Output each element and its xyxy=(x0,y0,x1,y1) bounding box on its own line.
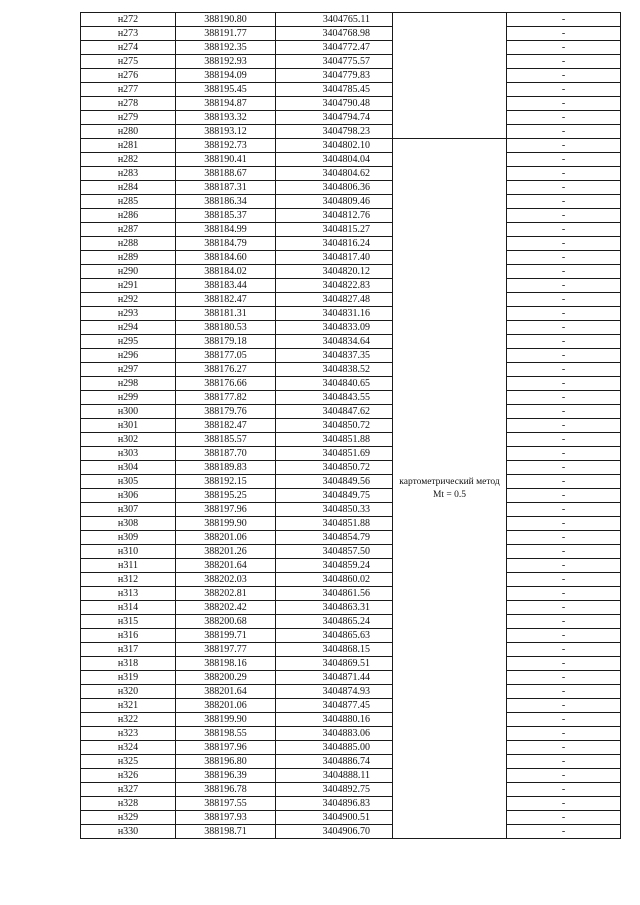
table-row xyxy=(81,643,621,657)
dash-cell: - xyxy=(507,125,621,139)
x-coordinate-cell: 388197.96 xyxy=(176,741,276,755)
point-name-cell: н285 xyxy=(81,195,176,209)
dash-cell: - xyxy=(507,265,621,279)
x-coordinate-cell: 388201.64 xyxy=(176,559,276,573)
point-name-cell: н319 xyxy=(81,671,176,685)
x-coordinate-cell: 388177.82 xyxy=(176,391,276,405)
point-name-cell: н325 xyxy=(81,755,176,769)
dash-cell: - xyxy=(507,69,621,83)
point-name-cell: н295 xyxy=(81,335,176,349)
point-name-cell: н304 xyxy=(81,461,176,475)
dash-cell: - xyxy=(507,755,621,769)
point-name-cell: н328 xyxy=(81,797,176,811)
x-coordinate-cell: 388202.81 xyxy=(176,587,276,601)
y-coordinate-cell: 3404798.23 xyxy=(276,125,393,139)
y-coordinate-cell: 3404857.50 xyxy=(276,545,393,559)
y-coordinate-cell: 3404820.12 xyxy=(276,265,393,279)
x-coordinate-cell: 388180.53 xyxy=(176,321,276,335)
x-coordinate-cell: 388195.25 xyxy=(176,489,276,503)
table-row xyxy=(81,713,621,727)
table-row xyxy=(81,699,621,713)
point-name-cell: н289 xyxy=(81,251,176,265)
point-name-cell: н313 xyxy=(81,587,176,601)
y-coordinate-cell: 3404865.63 xyxy=(276,629,393,643)
point-name-cell: н303 xyxy=(81,447,176,461)
table-row xyxy=(81,447,621,461)
y-coordinate-cell: 3404871.44 xyxy=(276,671,393,685)
dash-cell: - xyxy=(507,97,621,111)
point-name-cell: н294 xyxy=(81,321,176,335)
y-coordinate-cell: 3404772.47 xyxy=(276,41,393,55)
x-coordinate-cell: 388176.66 xyxy=(176,377,276,391)
table-row xyxy=(81,755,621,769)
table-row xyxy=(81,671,621,685)
x-coordinate-cell: 388184.79 xyxy=(176,237,276,251)
y-coordinate-cell: 3404850.33 xyxy=(276,503,393,517)
table-row xyxy=(81,615,621,629)
point-name-cell: н300 xyxy=(81,405,176,419)
point-name-cell: н286 xyxy=(81,209,176,223)
x-coordinate-cell: 388198.16 xyxy=(176,657,276,671)
y-coordinate-cell: 3404860.02 xyxy=(276,573,393,587)
dash-cell: - xyxy=(507,223,621,237)
y-coordinate-cell: 3404827.48 xyxy=(276,293,393,307)
y-coordinate-cell: 3404851.88 xyxy=(276,517,393,531)
point-name-cell: н273 xyxy=(81,27,176,41)
dash-cell: - xyxy=(507,531,621,545)
x-coordinate-cell: 388190.41 xyxy=(176,153,276,167)
x-coordinate-cell: 388199.90 xyxy=(176,713,276,727)
point-name-cell: н330 xyxy=(81,825,176,839)
x-coordinate-cell: 388198.71 xyxy=(176,825,276,839)
table-row xyxy=(81,475,621,489)
table-row xyxy=(81,307,621,321)
y-coordinate-cell: 3404851.69 xyxy=(276,447,393,461)
table-row xyxy=(81,783,621,797)
dash-cell: - xyxy=(507,391,621,405)
point-name-cell: н298 xyxy=(81,377,176,391)
dash-cell: - xyxy=(507,615,621,629)
x-coordinate-cell: 388196.80 xyxy=(176,755,276,769)
x-coordinate-cell: 388188.67 xyxy=(176,167,276,181)
table-row xyxy=(81,797,621,811)
y-coordinate-cell: 3404815.27 xyxy=(276,223,393,237)
dash-cell: - xyxy=(507,181,621,195)
point-name-cell: н310 xyxy=(81,545,176,559)
table-row xyxy=(81,363,621,377)
method-cell: картометрический метод Mt = 0.5 xyxy=(393,139,507,839)
x-coordinate-cell: 388191.77 xyxy=(176,27,276,41)
table-row xyxy=(81,153,621,167)
y-coordinate-cell: 3404833.09 xyxy=(276,321,393,335)
x-coordinate-cell: 388202.03 xyxy=(176,573,276,587)
dash-cell: - xyxy=(507,363,621,377)
dash-cell: - xyxy=(507,167,621,181)
dash-cell: - xyxy=(507,293,621,307)
y-coordinate-cell: 3404885.00 xyxy=(276,741,393,755)
x-coordinate-cell: 388185.57 xyxy=(176,433,276,447)
table-row xyxy=(81,41,621,55)
point-name-cell: н321 xyxy=(81,699,176,713)
table-row xyxy=(81,559,621,573)
dash-cell: - xyxy=(507,349,621,363)
y-coordinate-cell: 3404812.76 xyxy=(276,209,393,223)
table-row xyxy=(81,811,621,825)
point-name-cell: н281 xyxy=(81,139,176,153)
point-name-cell: н301 xyxy=(81,419,176,433)
y-coordinate-cell: 3404790.48 xyxy=(276,97,393,111)
point-name-cell: н305 xyxy=(81,475,176,489)
point-name-cell: н276 xyxy=(81,69,176,83)
point-name-cell: н306 xyxy=(81,489,176,503)
x-coordinate-cell: 388184.02 xyxy=(176,265,276,279)
x-coordinate-cell: 388193.32 xyxy=(176,111,276,125)
point-name-cell: н312 xyxy=(81,573,176,587)
y-coordinate-cell: 3404850.72 xyxy=(276,461,393,475)
x-coordinate-cell: 388192.15 xyxy=(176,475,276,489)
x-coordinate-cell: 388179.76 xyxy=(176,405,276,419)
x-coordinate-cell: 388201.06 xyxy=(176,699,276,713)
dash-cell: - xyxy=(507,489,621,503)
x-coordinate-cell: 388201.64 xyxy=(176,685,276,699)
dash-cell: - xyxy=(507,209,621,223)
dash-cell: - xyxy=(507,657,621,671)
y-coordinate-cell: 3404886.74 xyxy=(276,755,393,769)
x-coordinate-cell: 388186.34 xyxy=(176,195,276,209)
dash-cell: - xyxy=(507,643,621,657)
x-coordinate-cell: 388197.93 xyxy=(176,811,276,825)
x-coordinate-cell: 388199.90 xyxy=(176,517,276,531)
dash-cell: - xyxy=(507,55,621,69)
point-name-cell: н302 xyxy=(81,433,176,447)
table-row xyxy=(81,769,621,783)
table-row xyxy=(81,531,621,545)
y-coordinate-cell: 3404785.45 xyxy=(276,83,393,97)
point-name-cell: н280 xyxy=(81,125,176,139)
y-coordinate-cell: 3404849.75 xyxy=(276,489,393,503)
dash-cell: - xyxy=(507,825,621,839)
dash-cell: - xyxy=(507,671,621,685)
y-coordinate-cell: 3404892.75 xyxy=(276,783,393,797)
dash-cell: - xyxy=(507,811,621,825)
x-coordinate-cell: 388197.77 xyxy=(176,643,276,657)
y-coordinate-cell: 3404802.10 xyxy=(276,139,393,153)
x-coordinate-cell: 388192.93 xyxy=(176,55,276,69)
point-name-cell: н307 xyxy=(81,503,176,517)
y-coordinate-cell: 3404817.40 xyxy=(276,251,393,265)
dash-cell: - xyxy=(507,475,621,489)
y-coordinate-cell: 3404838.52 xyxy=(276,363,393,377)
y-coordinate-cell: 3404831.16 xyxy=(276,307,393,321)
dash-cell: - xyxy=(507,251,621,265)
point-name-cell: н309 xyxy=(81,531,176,545)
x-coordinate-cell: 388182.47 xyxy=(176,293,276,307)
point-name-cell: н275 xyxy=(81,55,176,69)
table-row xyxy=(81,293,621,307)
x-coordinate-cell: 388181.31 xyxy=(176,307,276,321)
point-name-cell: н299 xyxy=(81,391,176,405)
dash-cell: - xyxy=(507,447,621,461)
x-coordinate-cell: 388193.12 xyxy=(176,125,276,139)
table-row xyxy=(81,489,621,503)
y-coordinate-cell: 3404765.11 xyxy=(276,13,393,27)
table-row xyxy=(81,69,621,83)
table-row xyxy=(81,545,621,559)
point-name-cell: н291 xyxy=(81,279,176,293)
y-coordinate-cell: 3404779.83 xyxy=(276,69,393,83)
dash-cell: - xyxy=(507,601,621,615)
point-name-cell: н317 xyxy=(81,643,176,657)
point-name-cell: н283 xyxy=(81,167,176,181)
table-row xyxy=(81,685,621,699)
y-coordinate-cell: 3404809.46 xyxy=(276,195,393,209)
x-coordinate-cell: 388192.73 xyxy=(176,139,276,153)
table-row xyxy=(81,657,621,671)
dash-cell: - xyxy=(507,405,621,419)
table-row xyxy=(81,391,621,405)
dash-cell: - xyxy=(507,629,621,643)
point-name-cell: н287 xyxy=(81,223,176,237)
dash-cell: - xyxy=(507,83,621,97)
table-row xyxy=(81,167,621,181)
dash-cell: - xyxy=(507,111,621,125)
dash-cell: - xyxy=(507,195,621,209)
x-coordinate-cell: 388197.55 xyxy=(176,797,276,811)
dash-cell: - xyxy=(507,419,621,433)
x-coordinate-cell: 388177.05 xyxy=(176,349,276,363)
point-name-cell: н322 xyxy=(81,713,176,727)
dash-cell: - xyxy=(507,769,621,783)
dash-cell: - xyxy=(507,335,621,349)
y-coordinate-cell: 3404804.62 xyxy=(276,167,393,181)
x-coordinate-cell: 388196.78 xyxy=(176,783,276,797)
x-coordinate-cell: 388187.70 xyxy=(176,447,276,461)
y-coordinate-cell: 3404896.83 xyxy=(276,797,393,811)
x-coordinate-cell: 388176.27 xyxy=(176,363,276,377)
dash-cell: - xyxy=(507,139,621,153)
x-coordinate-cell: 388196.39 xyxy=(176,769,276,783)
dash-cell: - xyxy=(507,559,621,573)
dash-cell: - xyxy=(507,713,621,727)
point-name-cell: н320 xyxy=(81,685,176,699)
dash-cell: - xyxy=(507,237,621,251)
dash-cell: - xyxy=(507,517,621,531)
x-coordinate-cell: 388182.47 xyxy=(176,419,276,433)
x-coordinate-cell: 388194.87 xyxy=(176,97,276,111)
table-row xyxy=(81,195,621,209)
table-row xyxy=(81,517,621,531)
x-coordinate-cell: 388202.42 xyxy=(176,601,276,615)
y-coordinate-cell: 3404794.74 xyxy=(276,111,393,125)
y-coordinate-cell: 3404804.04 xyxy=(276,153,393,167)
dash-cell: - xyxy=(507,545,621,559)
table-row xyxy=(81,181,621,195)
y-coordinate-cell: 3404768.98 xyxy=(276,27,393,41)
x-coordinate-cell: 388183.44 xyxy=(176,279,276,293)
x-coordinate-cell: 388187.31 xyxy=(176,181,276,195)
y-coordinate-cell: 3404840.65 xyxy=(276,377,393,391)
point-name-cell: н308 xyxy=(81,517,176,531)
table-row xyxy=(81,125,621,139)
table-row xyxy=(81,433,621,447)
y-coordinate-cell: 3404822.83 xyxy=(276,279,393,293)
table-row xyxy=(81,335,621,349)
table-row xyxy=(81,111,621,125)
table-row xyxy=(81,503,621,517)
point-name-cell: н293 xyxy=(81,307,176,321)
point-name-cell: н272 xyxy=(81,13,176,27)
point-name-cell: н326 xyxy=(81,769,176,783)
point-name-cell: н311 xyxy=(81,559,176,573)
y-coordinate-cell: 3404851.88 xyxy=(276,433,393,447)
table-row xyxy=(81,321,621,335)
coordinates-table-body xyxy=(81,13,621,839)
dash-cell: - xyxy=(507,433,621,447)
point-name-cell: н318 xyxy=(81,657,176,671)
dash-cell: - xyxy=(507,741,621,755)
y-coordinate-cell: 3404854.79 xyxy=(276,531,393,545)
table-row xyxy=(81,265,621,279)
table-row xyxy=(81,223,621,237)
y-coordinate-cell: 3404863.31 xyxy=(276,601,393,615)
y-coordinate-cell: 3404775.57 xyxy=(276,55,393,69)
y-coordinate-cell: 3404849.56 xyxy=(276,475,393,489)
y-coordinate-cell: 3404883.06 xyxy=(276,727,393,741)
y-coordinate-cell: 3404861.56 xyxy=(276,587,393,601)
table-row xyxy=(81,237,621,251)
y-coordinate-cell: 3404880.16 xyxy=(276,713,393,727)
y-coordinate-cell: 3404869.51 xyxy=(276,657,393,671)
point-name-cell: н316 xyxy=(81,629,176,643)
y-coordinate-cell: 3404868.15 xyxy=(276,643,393,657)
table-row xyxy=(81,83,621,97)
dash-cell: - xyxy=(507,321,621,335)
table-row xyxy=(81,209,621,223)
y-coordinate-cell: 3404843.55 xyxy=(276,391,393,405)
point-name-cell: н278 xyxy=(81,97,176,111)
x-coordinate-cell: 388192.35 xyxy=(176,41,276,55)
x-coordinate-cell: 388198.55 xyxy=(176,727,276,741)
table-row xyxy=(81,741,621,755)
table-row xyxy=(81,419,621,433)
dash-cell: - xyxy=(507,797,621,811)
x-coordinate-cell: 388200.29 xyxy=(176,671,276,685)
x-coordinate-cell: 388195.45 xyxy=(176,83,276,97)
point-name-cell: н327 xyxy=(81,783,176,797)
x-coordinate-cell: 388201.06 xyxy=(176,531,276,545)
y-coordinate-cell: 3404834.64 xyxy=(276,335,393,349)
point-name-cell: н315 xyxy=(81,615,176,629)
table-row xyxy=(81,377,621,391)
table-row xyxy=(81,279,621,293)
table-row xyxy=(81,405,621,419)
point-name-cell: н290 xyxy=(81,265,176,279)
x-coordinate-cell: 388184.60 xyxy=(176,251,276,265)
dash-cell: - xyxy=(507,41,621,55)
dash-cell: - xyxy=(507,307,621,321)
x-coordinate-cell: 388190.80 xyxy=(176,13,276,27)
y-coordinate-cell: 3404847.62 xyxy=(276,405,393,419)
point-name-cell: н329 xyxy=(81,811,176,825)
dash-cell: - xyxy=(507,503,621,517)
x-coordinate-cell: 388179.18 xyxy=(176,335,276,349)
dash-cell: - xyxy=(507,27,621,41)
point-name-cell: н277 xyxy=(81,83,176,97)
y-coordinate-cell: 3404859.24 xyxy=(276,559,393,573)
dash-cell: - xyxy=(507,685,621,699)
dash-cell: - xyxy=(507,783,621,797)
dash-cell: - xyxy=(507,13,621,27)
point-name-cell: н284 xyxy=(81,181,176,195)
x-coordinate-cell: 388199.71 xyxy=(176,629,276,643)
dash-cell: - xyxy=(507,699,621,713)
point-name-cell: н296 xyxy=(81,349,176,363)
dash-cell: - xyxy=(507,279,621,293)
table-row xyxy=(81,349,621,363)
point-name-cell: н323 xyxy=(81,727,176,741)
y-coordinate-cell: 3404888.11 xyxy=(276,769,393,783)
y-coordinate-cell: 3404806.36 xyxy=(276,181,393,195)
point-name-cell: н282 xyxy=(81,153,176,167)
y-coordinate-cell: 3404837.35 xyxy=(276,349,393,363)
dash-cell: - xyxy=(507,587,621,601)
dash-cell: - xyxy=(507,377,621,391)
y-coordinate-cell: 3404877.45 xyxy=(276,699,393,713)
point-name-cell: н324 xyxy=(81,741,176,755)
table-row xyxy=(81,573,621,587)
dash-cell: - xyxy=(507,461,621,475)
x-coordinate-cell: 388189.83 xyxy=(176,461,276,475)
table-row xyxy=(81,139,621,153)
y-coordinate-cell: 3404865.24 xyxy=(276,615,393,629)
table-row xyxy=(81,587,621,601)
y-coordinate-cell: 3404850.72 xyxy=(276,419,393,433)
y-coordinate-cell: 3404816.24 xyxy=(276,237,393,251)
table-row xyxy=(81,97,621,111)
y-coordinate-cell: 3404900.51 xyxy=(276,811,393,825)
table-row xyxy=(81,727,621,741)
dash-cell: - xyxy=(507,727,621,741)
point-name-cell: н274 xyxy=(81,41,176,55)
table-row xyxy=(81,55,621,69)
y-coordinate-cell: 3404906.70 xyxy=(276,825,393,839)
dash-cell: - xyxy=(507,153,621,167)
y-coordinate-cell: 3404874.93 xyxy=(276,685,393,699)
x-coordinate-cell: 388185.37 xyxy=(176,209,276,223)
x-coordinate-cell: 388184.99 xyxy=(176,223,276,237)
point-name-cell: н314 xyxy=(81,601,176,615)
table-row xyxy=(81,825,621,839)
table-row xyxy=(81,251,621,265)
coordinates-table xyxy=(80,12,621,839)
table-row xyxy=(81,27,621,41)
point-name-cell: н288 xyxy=(81,237,176,251)
point-name-cell: н279 xyxy=(81,111,176,125)
dash-cell: - xyxy=(507,573,621,587)
table-row xyxy=(81,13,621,27)
x-coordinate-cell: 388200.68 xyxy=(176,615,276,629)
table-row xyxy=(81,461,621,475)
table-row xyxy=(81,629,621,643)
table-row xyxy=(81,601,621,615)
method-cell-empty xyxy=(393,13,507,139)
x-coordinate-cell: 388194.09 xyxy=(176,69,276,83)
x-coordinate-cell: 388197.96 xyxy=(176,503,276,517)
point-name-cell: н292 xyxy=(81,293,176,307)
point-name-cell: н297 xyxy=(81,363,176,377)
x-coordinate-cell: 388201.26 xyxy=(176,545,276,559)
